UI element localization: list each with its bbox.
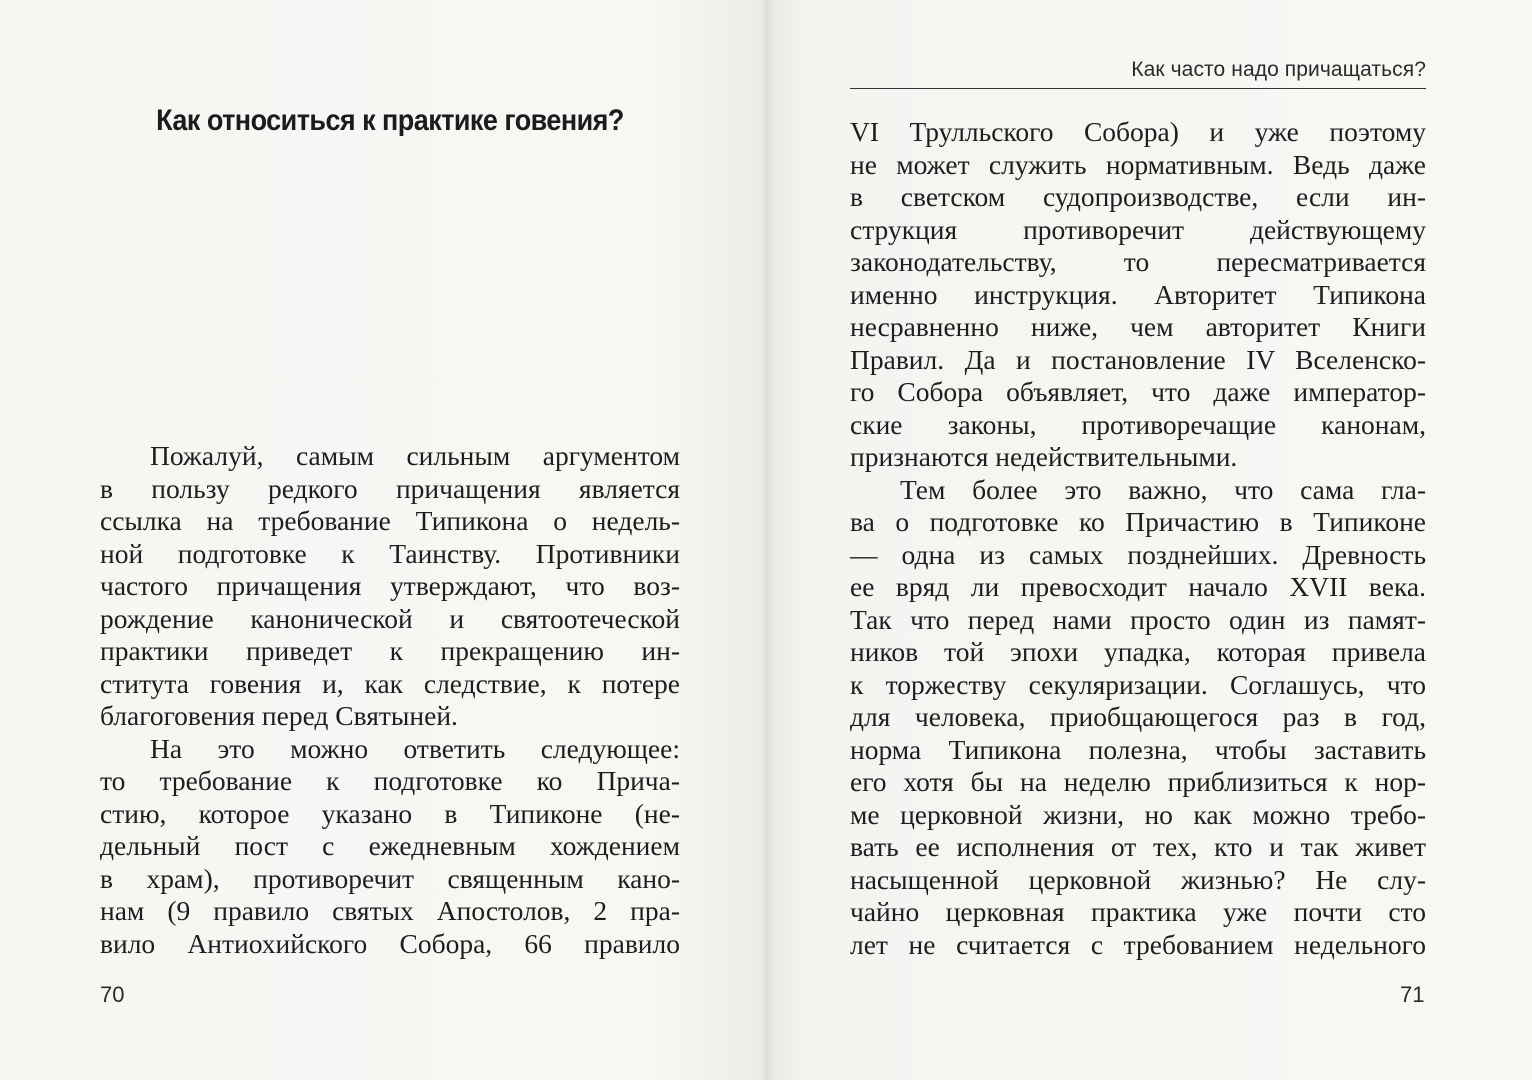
right-page-text-line: не может служить нормативным. Ведь даже (850, 148, 1426, 180)
right-page-text-line: Правил. Да и постановление IV Вселенско- (850, 343, 1426, 375)
left-page-text-line: ститута говения и, как следствие, к потере (100, 667, 680, 699)
page-number-left: 70 (100, 982, 125, 1007)
page-number-right: 71 (1400, 982, 1425, 1007)
right-page-text-line: насыщенной церковной жизнью? Не слу- (850, 863, 1426, 895)
right-page-text-line: именно инструкция. Авторитет Типикона (850, 278, 1426, 310)
left-page-text-line: На это можно ответить следующее: (150, 732, 680, 764)
right-page-text-line: ме церковной жизни, но как можно требо- (850, 798, 1426, 830)
right-page-text-line: ва о подготовке ко Причастию в Типиконе (850, 506, 1426, 537)
section-title: Как относиться к практике говения? (156, 104, 624, 137)
book-gutter (760, 0, 774, 1080)
right-page-text-line: чайно церковная практика уже почти сто (850, 896, 1426, 927)
running-head: Как часто надо причащаться? (1131, 58, 1426, 81)
right-page-text-line: норма Типикона полезна, чтобы заставить (850, 733, 1426, 765)
left-page-text-line: нам (9 правило святых Апостолов, 2 пра- (100, 895, 680, 926)
running-head-rule (850, 88, 1426, 89)
right-page-text-line: Тем более это важно, что сама гла- (900, 473, 1426, 505)
left-page-text-line: дельный пост с ежедневным хождением (100, 830, 680, 861)
left-page-text-line: вило Антиохийского Собора, 66 правило (100, 927, 680, 959)
right-page-text-line: для человека, приобщающегося раз в год, (850, 701, 1426, 732)
right-page-text-line: лет не считается с требованием недельного (850, 928, 1426, 960)
right-page-text-line: вать ее исполнения от тех, кто и так живет (850, 831, 1426, 862)
left-page-text-line: в храм), противоречит священным кано- (100, 862, 680, 894)
right-page-text-line: ские законы, противоречащие канонам, (850, 408, 1426, 440)
right-page-text-line: законодательству, то пересматривается (850, 246, 1426, 277)
right-page-text-line: струкция противоречит действующему (850, 213, 1426, 245)
right-page-text-line: ее вряд ли превосходит начало XVII века. (850, 571, 1426, 602)
left-page-text-line: то требование к подготовке ко Прича- (100, 765, 680, 796)
left-page-text-line: ссылка на требование Типикона о недель- (100, 505, 680, 536)
right-page-body (850, 116, 1426, 961)
left-page-text-line: благоговения перед Святыней. (100, 700, 458, 731)
left-page-text-line: ной подготовке к Таинству. Противники (100, 537, 680, 569)
left-page-text-line: рождение канонической и святоотеческой (100, 602, 680, 634)
right-page-text-line: Так что перед нами просто один из памят- (850, 603, 1426, 635)
left-page-text-line: в пользу редкого причащения является (100, 472, 680, 504)
right-page-text-line: VI Трулльского Собора) и уже поэтому (850, 116, 1426, 147)
left-page-text-line: частого причащения утверждают, что воз- (100, 570, 680, 601)
left-page-body (100, 440, 680, 960)
right-page-text-line: ников той эпохи упадка, которая привела (850, 636, 1426, 667)
right-page-text-line: к торжеству секуляризации. Соглашусь, что (850, 668, 1426, 700)
right-page-text-line: несравненно ниже, чем авторитет Книги (850, 311, 1426, 342)
right-page-text-line: его хотя бы на неделю приблизиться к нор- (850, 766, 1426, 797)
right-page-text-line: го Собора объявляет, что даже император- (850, 376, 1426, 407)
right-page-text-line: признаются недействительными. (850, 441, 1238, 472)
right-page-text-line: в светском судопроизводстве, если ин- (850, 181, 1426, 212)
left-page-text-line: практики приведет к прекращению ин- (100, 635, 680, 666)
left-page-text-line: Пожалуй, самым сильным аргументом (150, 440, 680, 471)
left-page-text-line: стию, которое указано в Типиконе (не- (100, 797, 680, 829)
right-page-text-line: — одна из самых позднейших. Древность (850, 538, 1426, 570)
